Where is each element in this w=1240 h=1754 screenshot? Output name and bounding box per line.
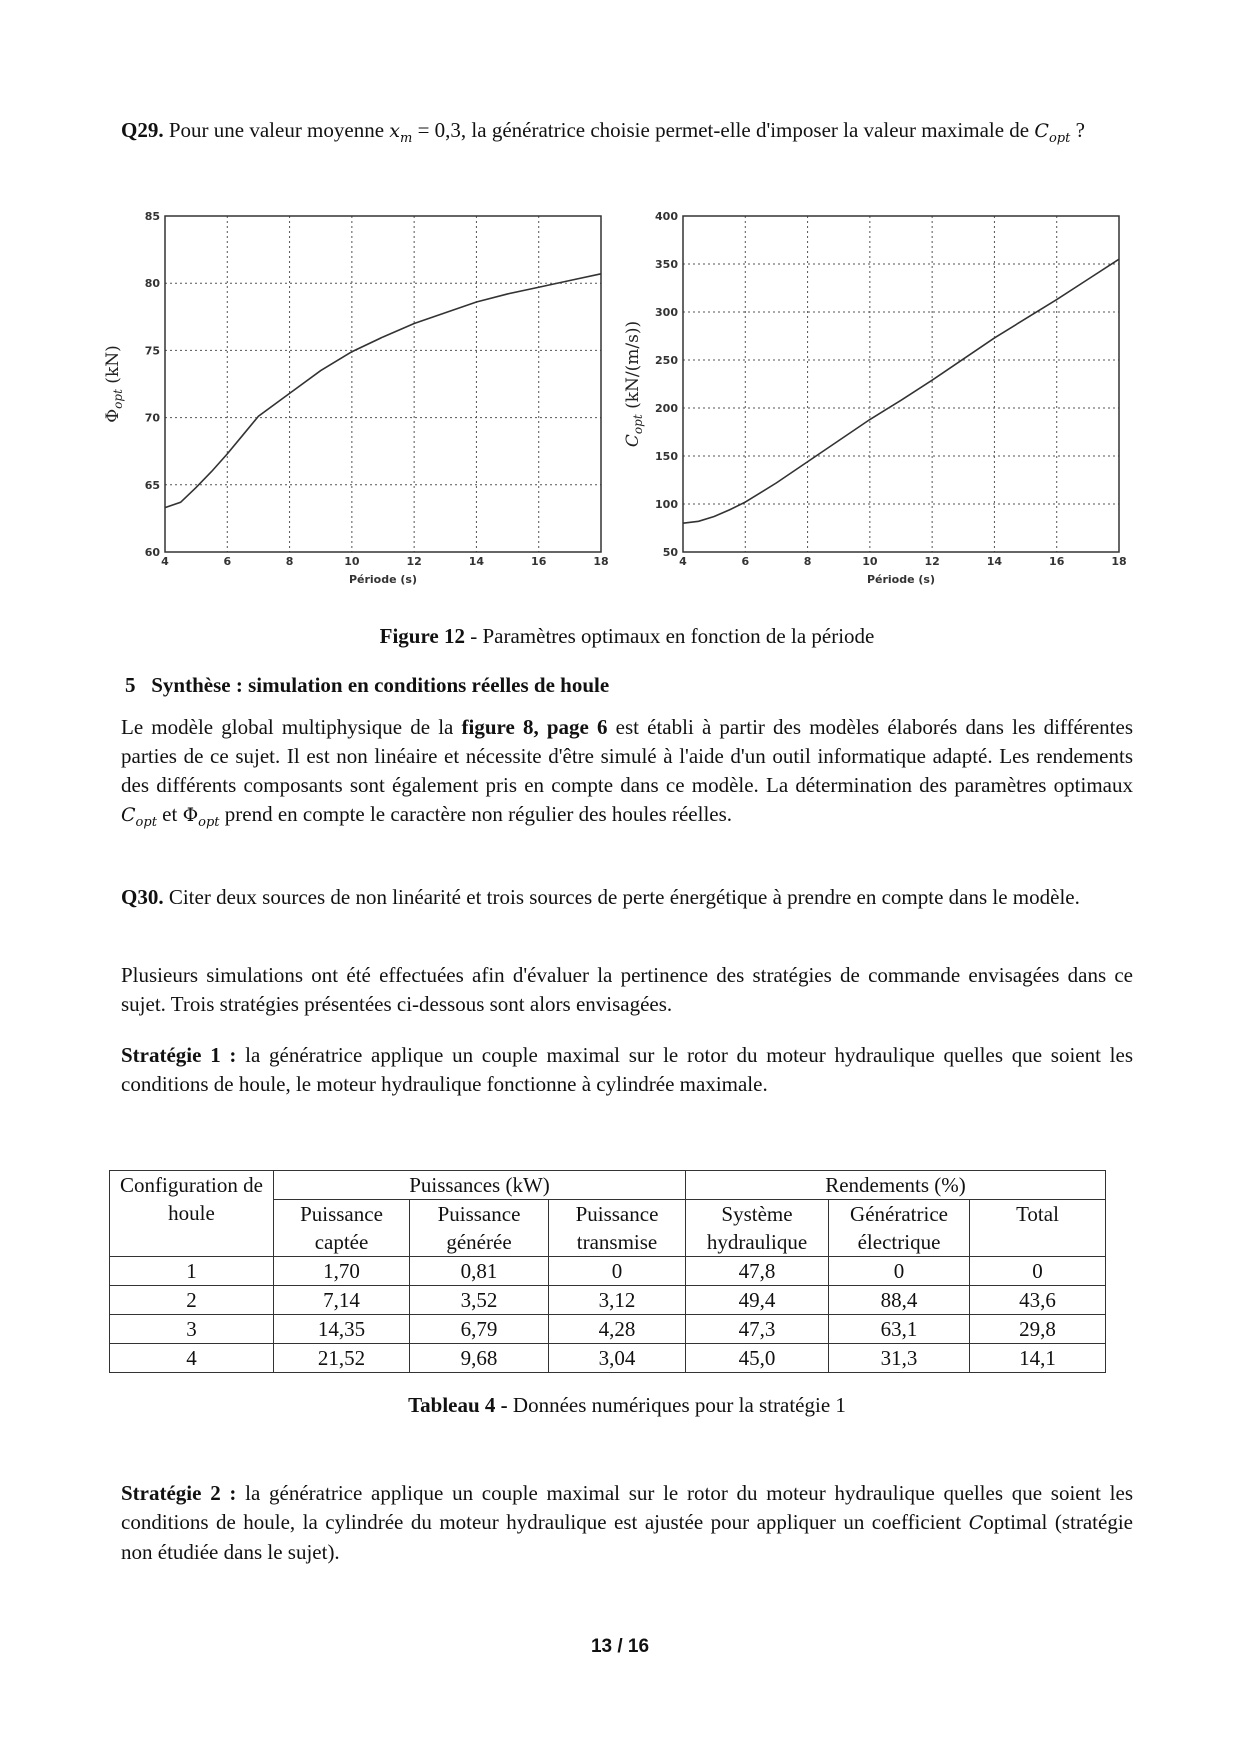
header-rendements: Rendements (%) <box>686 1171 1106 1200</box>
plot-frame <box>683 216 1119 552</box>
y-axis-label: $\Phi_{opt}$ (kN) <box>103 345 125 423</box>
y-tick-label: 250 <box>655 354 678 367</box>
table-cell: 3 <box>110 1315 274 1344</box>
x-tick-label: 12 <box>924 555 940 568</box>
paragraph-simulations: Plusieurs simulations ont été effectuées afin d'évaluer la pertinence des stratégies de commande envisagées dans ce sujet. Trois stratégies présentées ci-dessous sont alors envisagées. <box>121 963 1133 1016</box>
x-tick-label: 10 <box>344 555 360 568</box>
table-row <box>110 1344 1106 1373</box>
table-cell: 3,12 <box>549 1286 686 1315</box>
table-row <box>110 1315 1106 1344</box>
table-cell: 2 <box>110 1286 274 1315</box>
q29-label: Q29. <box>121 118 164 142</box>
table-cell: 47,3 <box>686 1315 829 1344</box>
y-tick-label: 350 <box>655 258 678 271</box>
data-line <box>165 274 601 508</box>
table-cell: 88,4 <box>829 1286 970 1315</box>
table-cell: 0 <box>829 1257 970 1286</box>
table-cell: 4,28 <box>549 1315 686 1344</box>
header-puissances: Puissances (kW) <box>274 1171 686 1200</box>
subheader: Génératrice électrique <box>829 1200 970 1257</box>
x-tick-label: 18 <box>1111 555 1127 568</box>
x-tick-label: 6 <box>223 555 232 568</box>
table-cell: 1,70 <box>274 1257 410 1286</box>
chart-c-opt <box>608 200 1128 600</box>
table-row <box>110 1257 1106 1286</box>
table-cell: 49,4 <box>686 1286 829 1315</box>
x-tick-label: 14 <box>986 555 1003 568</box>
plot-frame <box>165 216 601 552</box>
y-tick-label: 400 <box>655 210 678 223</box>
table-cell: 0 <box>970 1257 1106 1286</box>
x-axis-label: Période (s) <box>866 573 936 586</box>
table-cell: 3,04 <box>549 1344 686 1373</box>
math-copt: $C_{opt}$ <box>1034 120 1071 146</box>
table-cell: 14,35 <box>274 1315 410 1344</box>
x-tick-label: 4 <box>161 555 169 568</box>
figure-caption: Figure 12 - Paramètres optimaux en fonction de la période <box>379 624 875 648</box>
y-tick-label: 50 <box>662 546 678 559</box>
subheader: Puissance captée <box>274 1200 410 1257</box>
x-tick-label: 16 <box>531 555 547 568</box>
table-cell: 0 <box>549 1257 686 1286</box>
table-cell: 1 <box>110 1257 274 1286</box>
chart-phi-opt <box>90 200 610 600</box>
x-tick-label: 4 <box>679 555 687 568</box>
table-cell: 0,81 <box>410 1257 549 1286</box>
math-x: $x_m$ <box>389 120 413 146</box>
y-tick-label: 150 <box>655 450 678 463</box>
paragraph-model: Le modèle global multiphysique de la figure 8, page 6 est établi à partir des modèles élaborés dans les différentes parties de ce sujet. Il est non linéaire et nécessite d'être simulé à l'aide d'un outil informatique adapté. Les rendements des différents composants sont également pris en compte dans ce modèle. La détermination des paramètres optimaux $C_{opt}$ et $\Phi_{opt}$ prend en compte le caractère non régulier des houles réelles. <box>121 715 1133 830</box>
x-tick-label: 14 <box>468 555 485 568</box>
data-line <box>683 259 1119 523</box>
table-cell: 45,0 <box>686 1344 829 1373</box>
table-cell: 43,6 <box>970 1286 1106 1315</box>
section-heading: 5 Synthèse : simulation en conditions réelles de houle <box>125 673 610 697</box>
table-cell: 47,8 <box>686 1257 829 1286</box>
y-tick-label: 65 <box>144 478 160 492</box>
q29-text: = 0,3, la génératrice choisie permet-elle d'imposer la valeur maximale de <box>412 118 1035 142</box>
table-cell: 7,14 <box>274 1286 410 1315</box>
question-30: Q30. Citer deux sources de non linéarité et trois sources de perte énergétique à prendre en compte dans le modèle. <box>121 885 1080 909</box>
table-cell: 4 <box>110 1344 274 1373</box>
y-tick-label: 75 <box>144 344 160 358</box>
x-tick-label: 10 <box>862 555 878 568</box>
table-cell: 31,3 <box>829 1344 970 1373</box>
q29-text: ? <box>1070 118 1085 142</box>
table-caption: Tableau 4 - Données numériques pour la stratégie 1 <box>408 1393 846 1417</box>
x-tick-label: 16 <box>1049 555 1065 568</box>
x-tick-label: 8 <box>285 555 294 568</box>
table-cell: 9,68 <box>410 1344 549 1373</box>
subheader: Total <box>970 1200 1106 1257</box>
page-number: 13 / 16 <box>590 1636 650 1657</box>
subheader: Puissance générée <box>410 1200 549 1257</box>
y-tick-label: 100 <box>655 498 678 511</box>
x-tick-label: 18 <box>593 555 609 568</box>
table-cell: 6,79 <box>410 1315 549 1344</box>
x-axis-label: Période (s) <box>348 573 418 586</box>
x-tick-label: 12 <box>406 555 422 568</box>
table-strategy-1 <box>109 1170 1106 1373</box>
y-tick-label: 200 <box>655 402 678 415</box>
y-tick-label: 300 <box>655 306 678 319</box>
subheader: Système hydraulique <box>686 1200 829 1257</box>
table-cell: 21,52 <box>274 1344 410 1373</box>
table-row <box>110 1286 1106 1315</box>
strategy-1: Stratégie 1 : la génératrice applique un couple maximal sur le rotor du moteur hydraulique quelles que soient les conditions de houle, le moteur hydraulique fonctionne à cylindrée maximale. <box>121 1043 1133 1096</box>
strategy-2: Stratégie 2 : la génératrice applique un couple maximal sur le rotor du moteur hydraulique quelles que soient les conditions de houle, la cylindrée du moteur hydraulique est ajustée pour appliquer un coefficient Coptimal (stratégie non étudiée dans le sujet). <box>121 1481 1133 1564</box>
y-tick-label: 85 <box>144 210 160 223</box>
y-tick-label: 70 <box>144 411 160 425</box>
q29-text: Pour une valeur moyenne <box>163 118 390 142</box>
header-config: Configuration de houle <box>110 1171 274 1257</box>
table-cell: 14,1 <box>970 1344 1106 1373</box>
table-cell: 29,8 <box>970 1315 1106 1344</box>
table-cell: 3,52 <box>410 1286 549 1315</box>
table-cell: 63,1 <box>829 1315 970 1344</box>
y-tick-label: 80 <box>144 277 160 291</box>
y-axis-label: $C_{opt}$ (kN/(m/s)) <box>623 320 645 448</box>
x-tick-label: 6 <box>741 555 750 568</box>
x-tick-label: 8 <box>803 555 812 568</box>
subheader: Puissance transmise <box>549 1200 686 1257</box>
question-29 <box>121 116 1133 153</box>
y-tick-label: 60 <box>144 546 160 559</box>
